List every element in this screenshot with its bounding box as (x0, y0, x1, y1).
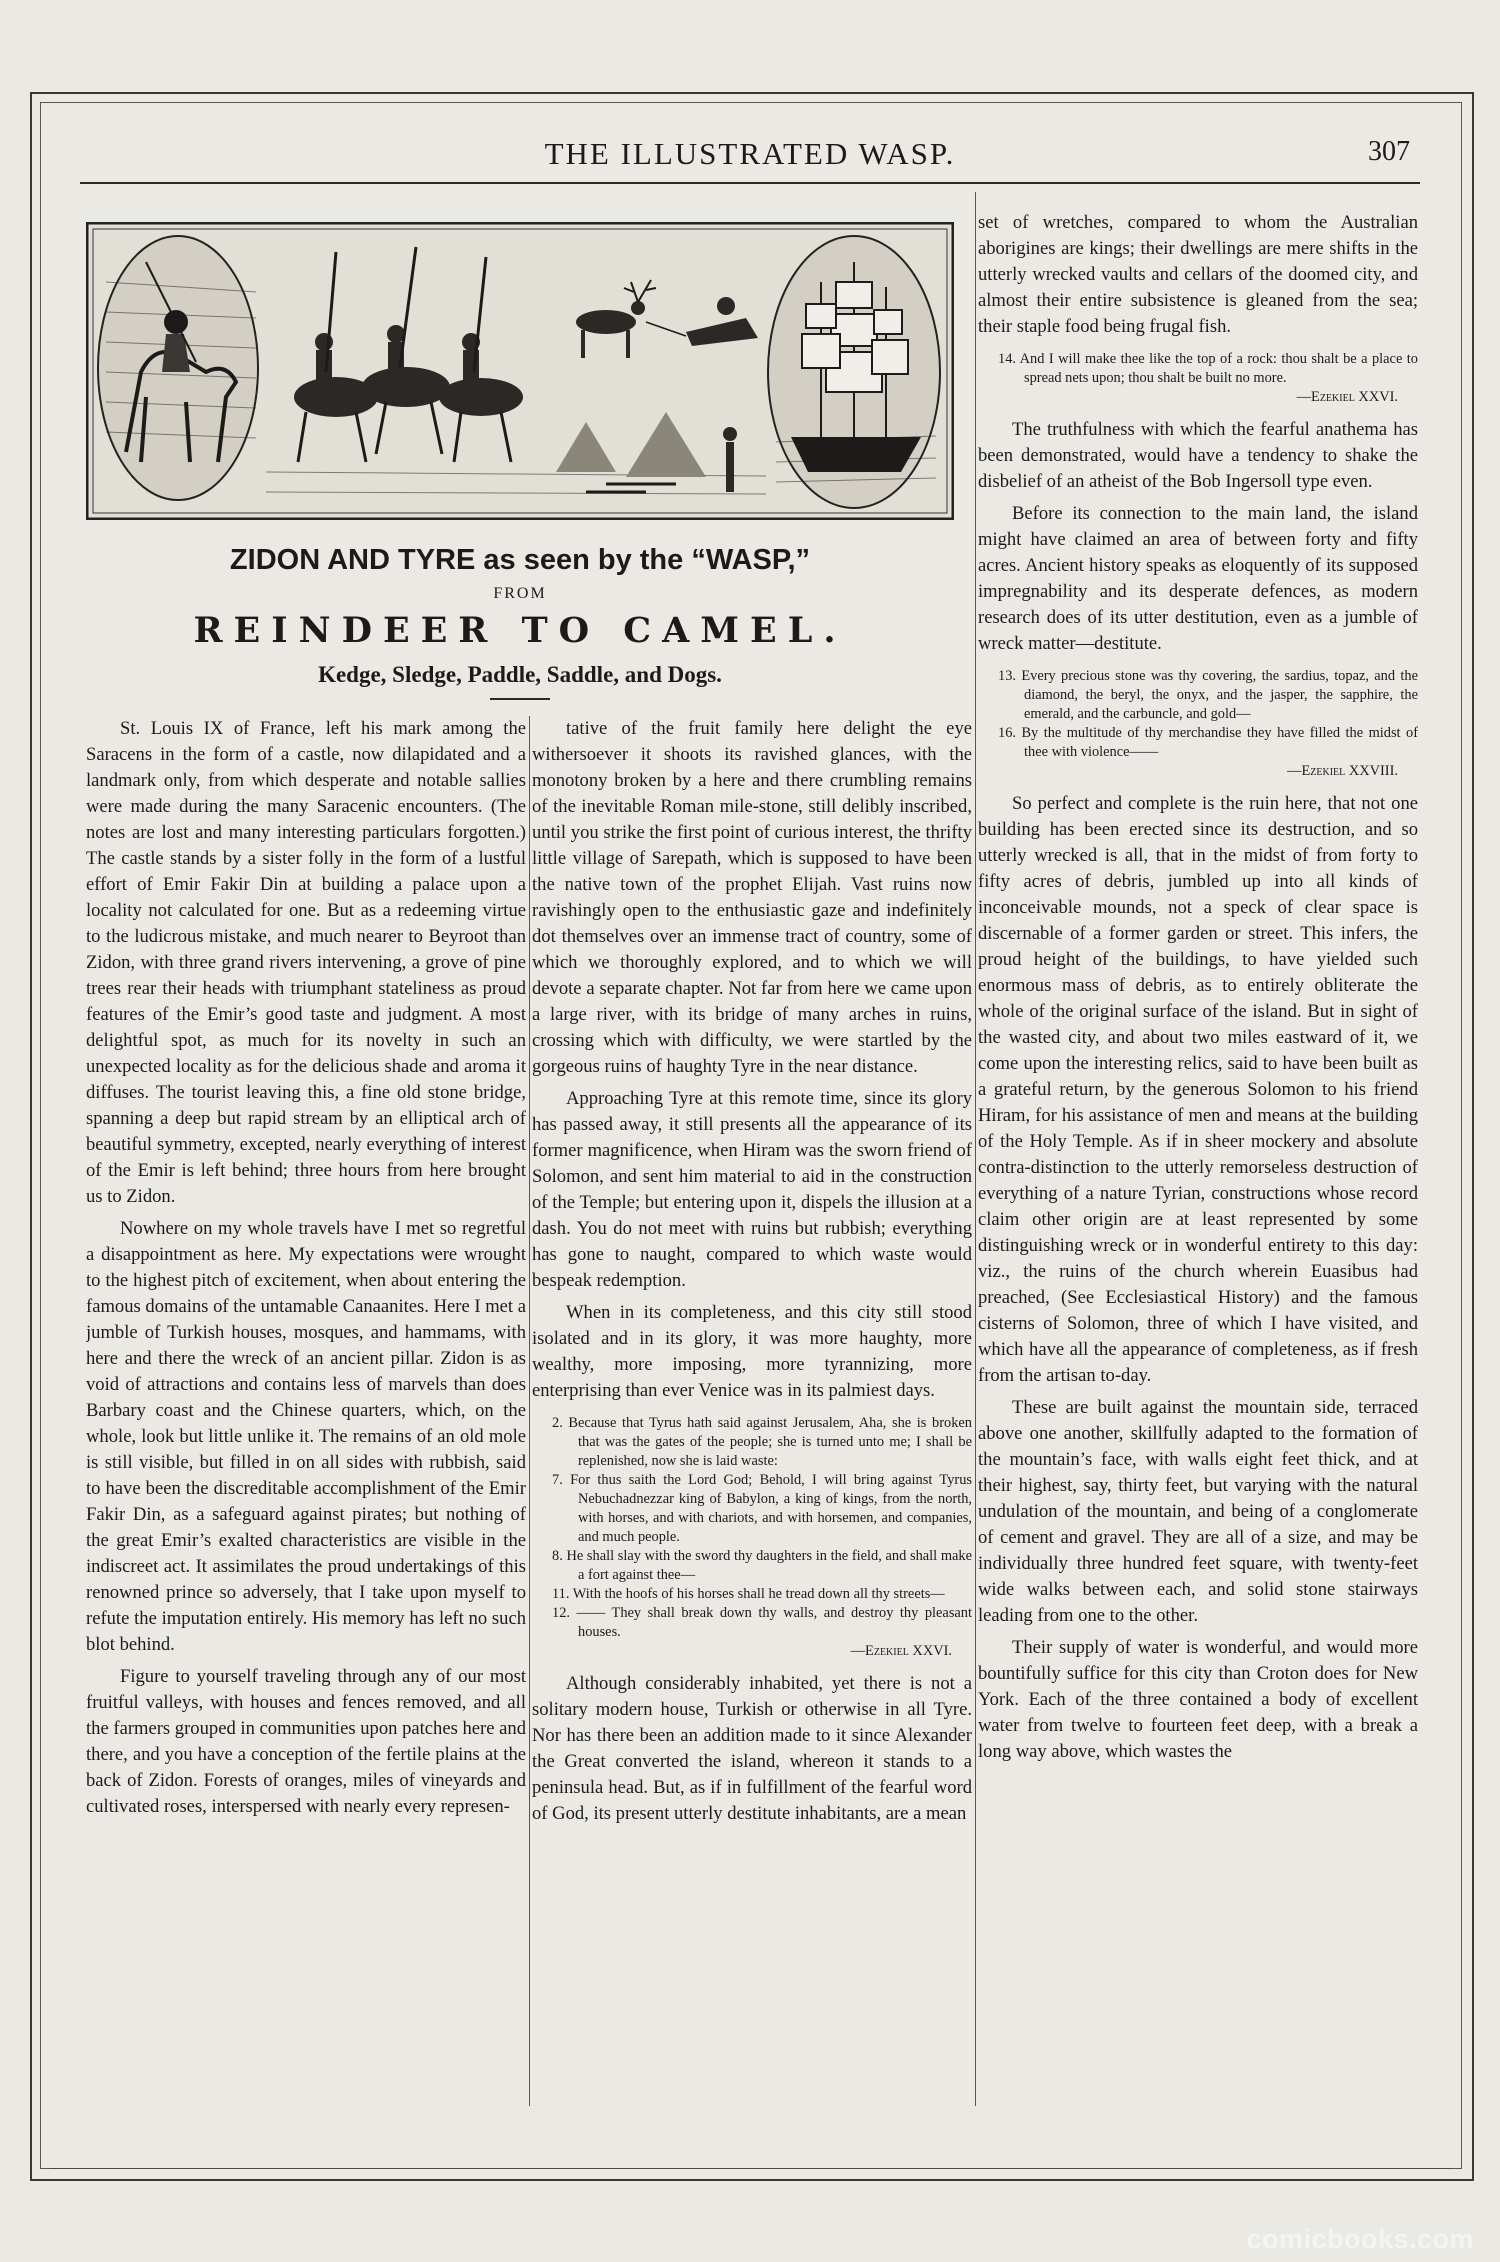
headline-main: ZIDON AND TYRE as seen by the “WASP,” (229, 544, 811, 576)
footer-rule (50, 2168, 1450, 2169)
paragraph: These are built against the mountain side, terraced above one another, skillfully adapted to the formation of the mountain’s face, with walls eight feet thick, and at their highest, say, thirty feet, but varying with the natural undulation of the mountain, and being of a conglomerate of cement and gravel. They are all of a size, and may be individually three hundred feet square, with twenty-feet wide walks between each, and solid stone stairways leading from one to the other. (978, 1397, 1418, 1626)
engraving-banner-icon (86, 222, 954, 520)
paragraph: St. Louis IX of France, left his mark among the Saracens in the form of a castle, now dilapidated and a landmark only, from which desperate and notable sallies were made during the many Saracenic encounters. (The notes are lost and many interesting particulars forgotten.) The castle stands by a sister folly in the form of a lustful effort of Emir Fakir Din at building a palace upon a locality not calculated for one. But as a redeeming virtue to the ludicrous mistake, and much nearer to Beyroot than Zidon, with three grand rivers intervening, a grove of pine trees rear their heads with triumphant stateliness as proud features of the Emir’s good taste and judgment. A most delightful spot, as much for its novelty in such an unexpected locality as for the delicious shade and aroma it diffuses. The tourist leaving this, a fine old stone bridge, spanning a deep but rapid stream by an elliptical arch of beautiful symmetry, excepted, nearly everything of interest of the Emir is left behind; three hours from here brought us to Zidon. (86, 718, 526, 1207)
headline-big: REINDEER TO CAMEL. (193, 610, 847, 651)
paragraph: set of wretches, compared to whom the Australian aborigines are kings; their dwellings are mere shifts in the utterly wrecked vaults and cellars of the doomed city, and almost their entire subsistence is gleaned from the sea; their staple food being frugal fish. (978, 212, 1418, 337)
scripture-quote (532, 1414, 972, 1661)
scripture-quote (978, 667, 1418, 781)
paragraph: Their supply of water is wonderful, and would more bountifully suffice for this city than Croton does for New York. Each of the three contained a body of excellent water from twelve to fourteen feet deep, with a break a long way above, which wastes the (978, 1637, 1418, 1762)
headline-ornament (490, 698, 550, 706)
paragraph: tative of the fruit family here delight the eye withersoever it shoots its ravished glances, with the monotony broken by a here and there crumbling remains of the inevitable Roman mile-stone, still delibly inscribed, until you strike the first point of curious interest, the thrifty little village of Sarepath, which is supposed to have been the native town of the prophet Elijah. Vast ruins now ravishingly open to the enthusiastic gaze and indefinitely dot themselves over an immense tract of country, some of which we thoroughly explored, and to which we will devote a separate chapter. Not far from here we came upon a large river, with its bridge of many arches in ruins, crossing which with difficulty, we were startled by the gorgeous ruins of haughty Tyre in the near distance. (532, 718, 972, 1077)
article-headline (86, 542, 954, 706)
paragraph: Although considerably inhabited, yet there is not a solitary modern house, Turkish or otherwise in all Tyre. Nor has there been an addition made to it since Alexander the Great converted the island, whereon it stands to a peninsula head. But, as if in fulfillment of the fearful word of God, its present utterly destitute inhabitants, are a mean (532, 1673, 972, 1824)
paragraph: So perfect and complete is the ruin here, that not one building has been erected since its destruction, and so utterly wrecked is all, that in the midst of from forty to fifty acres of debris, jumbled up into all kinds of inconceivable mounds, not a speck of clear space is discernable of a former garden or street. This infers, the proud height of the buildings, to have yielded such enormous mass of debris, as to entirely obliterate the whole of the original surface of the island. But in sight of the wasted city, and about two miles eastward of it, we come upon the interesting relics, said to have been built as a grateful return, by the generous Solomon to his friend Hiram, for his assistance of men and means at the building of the Holy Temple. As if in sheer mockery and absolute contra-distinction to the utterly remorseless destruction of everything of a nature Tyrian, constructions whose record claim other origin are at least represented by some distinguishing wreck or in wonderful entirety to this day: viz., the ruins of the church wherein Euasibus had preached, (See Ecclesiastical History) and the famous cisterns of Solomon, three of which I have visited, and which have all the appearance of completeness, as if fresh from the artisan to-day. (978, 793, 1418, 1386)
verse-line: 7. For thus saith the Lord God; Behold, I will bring against Tyrus Nebuchadnezzar king of Babylon, a king of kings, from the north, with horses, and with chariots, and with horsemen, and companies, and much people. (552, 1472, 972, 1545)
headline-from: FROM (493, 585, 547, 602)
watermark-text: comicbooks.com (1246, 2224, 1474, 2254)
scripture-quote (978, 350, 1418, 407)
column-rule (529, 716, 530, 2106)
paragraph: Approaching Tyre at this remote time, since its glory has passed away, it still presents all the appearance of its former magnificence, when Hiram was the sworn friend of Solomon, and sent him material to aid in the construction of the Temple; but entering upon it, dispels the illusion at a dash. You do not meet with ruins but rubbish; everything has gone to naught, compared to which waste would bespeak redemption. (532, 1088, 972, 1291)
headline-sub: Kedge, Sledge, Paddle, Saddle, and Dogs. (318, 662, 722, 687)
verse-line: 14. And I will make thee like the top of a rock: thou shalt be a place to spread nets upon; thou shalt be built no more. (998, 351, 1418, 386)
paragraph: Figure to yourself traveling through any of our most fruitful valleys, with houses and fences removed, and all the farmers grouped in communities upon patches here and there, and you have a conception of the fertile plains at the back of Zidon. Forests of oranges, miles of vineyards and cultivated roses, interspersed with nearly every represen- (86, 1666, 526, 1817)
verse-line: 13. Every precious stone was thy covering, the sardius, topaz, and the diamond, the beryl, the onyx, and the jasper, the sapphire, the emerald, and the carbuncle, and gold— (998, 668, 1418, 722)
paragraph: When in its completeness, and this city still stood isolated and in its glory, it was more haughty, more wealthy, more imposing, more tyrannizing, more enterprising than ever Venice was in its palmiest days. (532, 1302, 972, 1401)
verse-citation: —Ezekiel XXVIII. (1287, 763, 1398, 779)
column-rule (975, 192, 976, 2106)
column-3 (978, 210, 1418, 2110)
verse-line: 8. He shall slay with the sword thy daughters in the field, and shall make a fort against thee— (552, 1548, 972, 1583)
paragraph: Nowhere on my whole travels have I met so regretful a disappointment as here. My expectations were wrought to the highest pitch of excitement, when about entering the famous domains of the untamable Canaanites. Here I met a jumble of Turkish houses, mosques, and hammams, with here and there the wreck of an ancient pillar. Zidon is as void of attractions and contains less of marvels than does Barbary coast and the Chinese quarters, which, on the whole, look but little unlike it. The remains of an old mole is still visible, but filled in on all sides with rubbish, said to have been the discreditable accomplishment of the Emir Fakir Din, as a safeguard against pirates; but nothing of the great Emir’s exalted characteristics are visible in the indiscreet act. It assimilates the proud undertakings of this renowned prince so adversely, that I take upon myself to refute the imputation entirely. His memory has left no such blot behind. (86, 1218, 526, 1655)
verse-line: 2. Because that Tyrus hath said against Jerusalem, Aha, she is broken that was the gates of the people; she is turned unto me; I shall be replenished, now she is laid waste: (552, 1415, 972, 1469)
verse-line: 16. By the multitude of thy merchandise they have filled the midst of thee with violence—— (998, 725, 1418, 760)
paragraph: Before its connection to the main land, the island might have claimed an area of between forty and fifty acres. Ancient history speaks as eloquently of its supposed impregnability and its desperate defences, as modern research does of its utter destitution, even as a jumble of wreck matter—destitute. (978, 503, 1418, 654)
running-title: THE ILLUSTRATED WASP. (544, 136, 956, 171)
verse-citation: —Ezekiel XXVI. (1296, 389, 1398, 405)
column-2 (532, 716, 972, 2112)
column-1 (86, 716, 526, 2112)
page-header (80, 132, 1420, 184)
paragraph: The truthfulness with which the fearful anathema has been demonstrated, would have a tendency to shake the disbelief of an atheist of the Bob Ingersoll type even. (978, 419, 1418, 492)
page-number: 307 (1368, 136, 1410, 167)
verse-line: 12. —— They shall break down thy walls, and destroy thy pleasant houses. (552, 1605, 972, 1640)
verse-line: 11. With the hoofs of his horses shall he tread down all thy streets— (552, 1586, 945, 1602)
verse-citation: —Ezekiel XXVI. (850, 1643, 952, 1659)
